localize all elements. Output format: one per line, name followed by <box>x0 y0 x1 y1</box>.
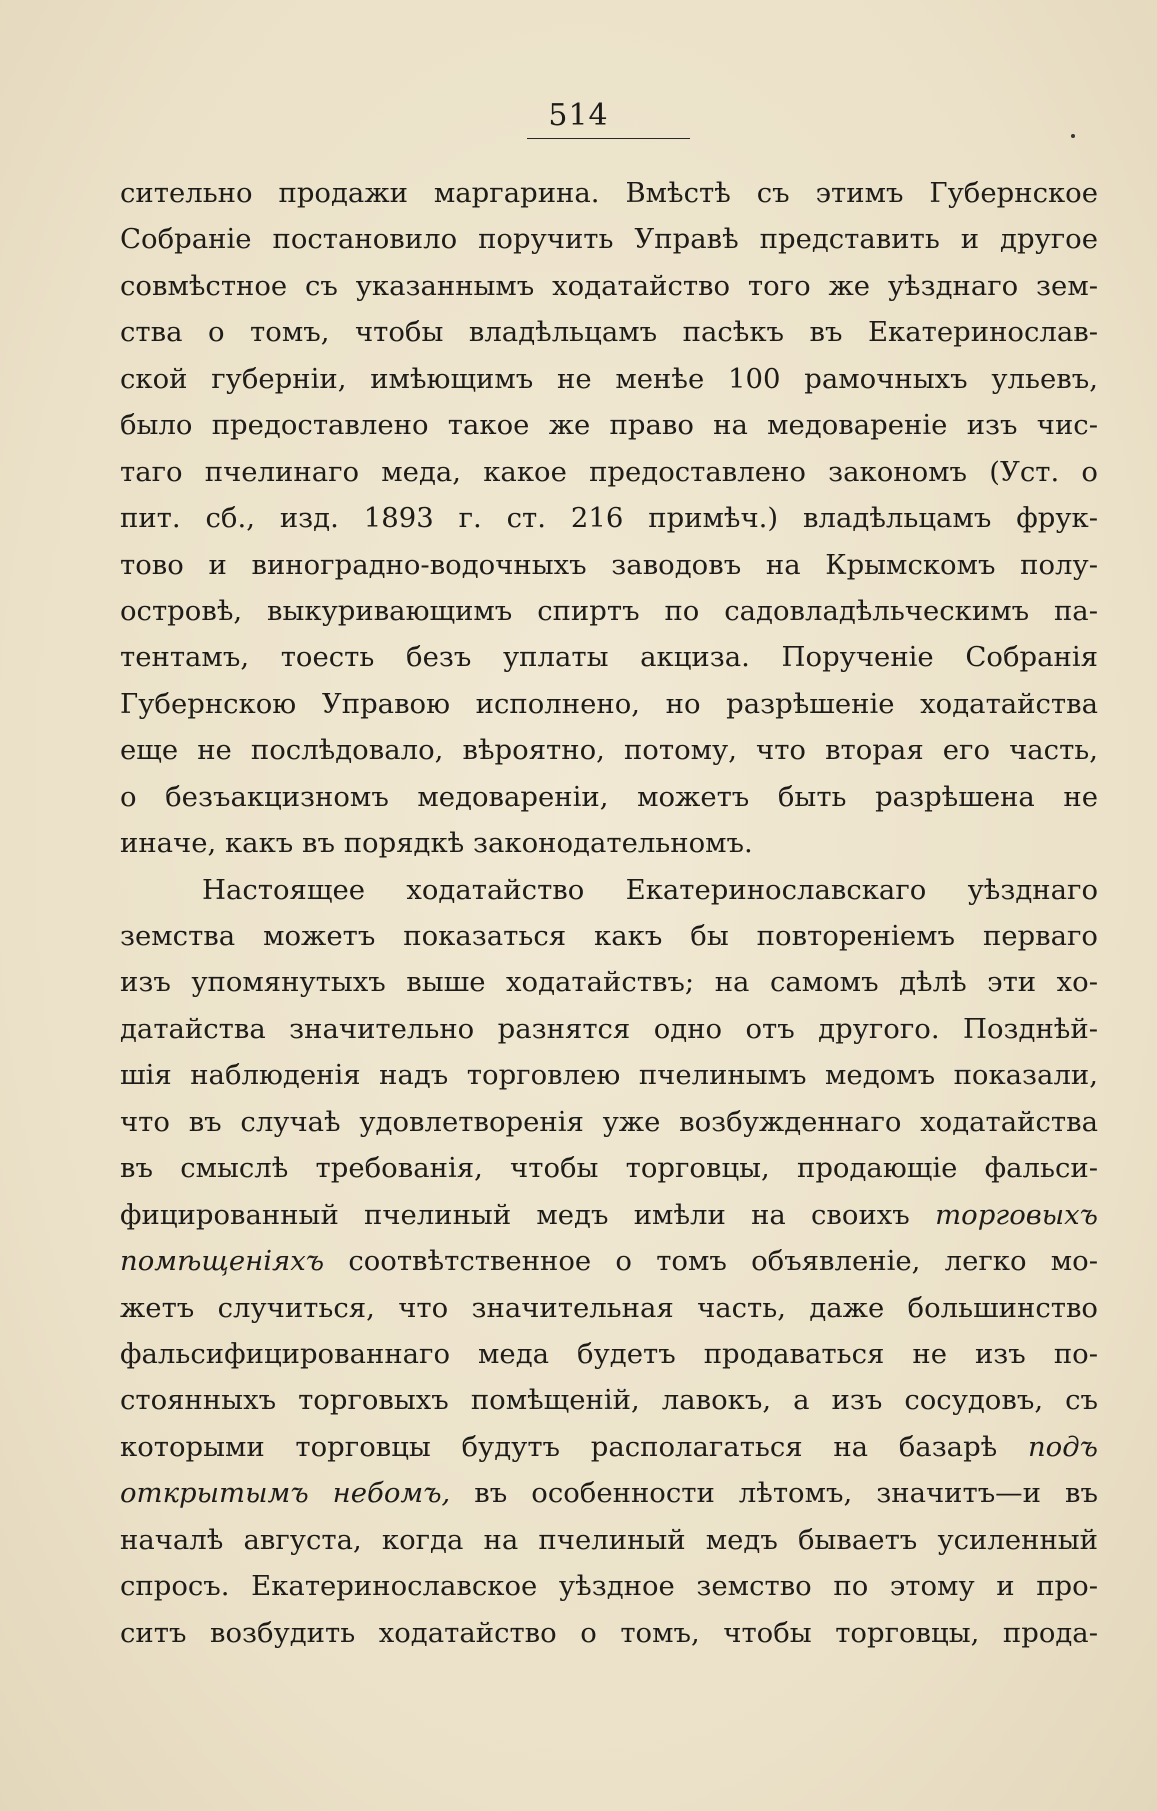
text-line: ситъ возбудить ходатайство о томъ, чтобы торговцы, прода- <box>120 1616 1098 1649</box>
text-line: жетъ случиться, что значительная часть, даже большинство <box>120 1291 1098 1324</box>
text-line: тово и виноградно-водочныхъ заводовъ на Крымскомъ полу- <box>120 548 1098 581</box>
paragraph-end-line: иначе, какъ въ порядкѣ законодательномъ. <box>120 827 753 860</box>
paragraph-start-line: Настоящее ходатайство Екатеринославскаго уѣзднаго <box>202 873 1098 906</box>
text-line: помѣщеніяхъ соотвѣтственное о томъ объявленіе, легко мо- <box>120 1245 1098 1278</box>
text-line: пит. сб., изд. 1893 г. ст. 216 примѣч.) владѣльцамъ фрук- <box>120 502 1098 535</box>
text-line: фальсифицированнаго меда будетъ продаваться не изъ по- <box>120 1337 1098 1370</box>
header-rule <box>527 138 690 139</box>
text-line: еще не послѣдовало, вѣроятно, потому, что вторая его часть, <box>120 734 1098 767</box>
text-line: что въ случаѣ удовлетворенія уже возбужденнаго ходатайства <box>120 1105 1098 1138</box>
page-number: 514 <box>548 98 609 133</box>
text-line: началѣ августа, когда на пчелиный медъ бываетъ усиленный <box>120 1523 1098 1556</box>
text-line: шія наблюденія надъ торговлею пчелинымъ медомъ показали, <box>120 1059 1098 1092</box>
text-line: изъ упомянутыхъ выше ходатайствъ; на самомъ дѣлѣ эти хо- <box>120 966 1098 999</box>
text-line: было предоставлено такое же право на медовареніе изъ чис- <box>120 409 1098 442</box>
italic-phrase: торговыхъ <box>935 1198 1098 1231</box>
text-line: стоянныхъ торговыхъ помѣщеній, лавокъ, а изъ сосудовъ, съ <box>120 1384 1098 1417</box>
text-line: островѣ, выкуривающимъ спиртъ по садовладѣльческимъ па- <box>120 594 1098 627</box>
text-line: сительно продажи маргарина. Вмѣстѣ съ этимъ Губернское <box>120 177 1098 209</box>
body-text <box>120 170 1098 1656</box>
italic-phrase: помѣщеніяхъ <box>120 1245 325 1278</box>
text-line: ства о томъ, чтобы владѣльцамъ пасѣкъ въ Екатеринослав- <box>120 316 1098 349</box>
text-line: земства можетъ показаться какъ бы повтореніемъ перваго <box>120 920 1098 952</box>
text-line: Собраніе постановило поручить Управѣ представить и другое <box>120 223 1098 256</box>
text-line: тентамъ, тоесть безъ уплаты акциза. Порученіе Собранія <box>120 641 1098 674</box>
italic-phrase: открытымъ небомъ, <box>120 1477 451 1510</box>
text-line: совмѣстное съ указаннымъ ходатайство того же уѣзднаго зем- <box>120 269 1098 302</box>
text-line: о безъакцизномъ медовареніи, можетъ быть разрѣшена не <box>120 780 1098 813</box>
text-line: датайства значительно разнятся одно отъ другого. Позднѣй- <box>120 1012 1098 1045</box>
text-line: фицированный пчелиный медъ имѣли на своихъ торговыхъ <box>120 1198 1098 1231</box>
text-line: спросъ. Екатеринославское уѣздное земство по этому и про- <box>120 1570 1098 1603</box>
italic-phrase: подъ <box>1027 1430 1098 1463</box>
text-line: ской губерніи, имѣющимъ не менѣе 100 рамочныхъ ульевъ, <box>120 362 1098 395</box>
text-line: въ смыслѣ требованія, чтобы торговцы, продающіе фальси- <box>120 1152 1098 1185</box>
print-speck <box>1071 134 1075 138</box>
text-line: таго пчелинаго меда, какое предоставлено закономъ (Уст. о <box>120 455 1098 488</box>
text-line: открытымъ небомъ, въ особенности лѣтомъ, значитъ—и въ <box>120 1477 1098 1510</box>
text-line: которыми торговцы будутъ располагаться на базарѣ подъ <box>120 1430 1098 1463</box>
text-line: Губернскою Управою исполнено, но разрѣшеніе ходатайства <box>120 687 1098 720</box>
